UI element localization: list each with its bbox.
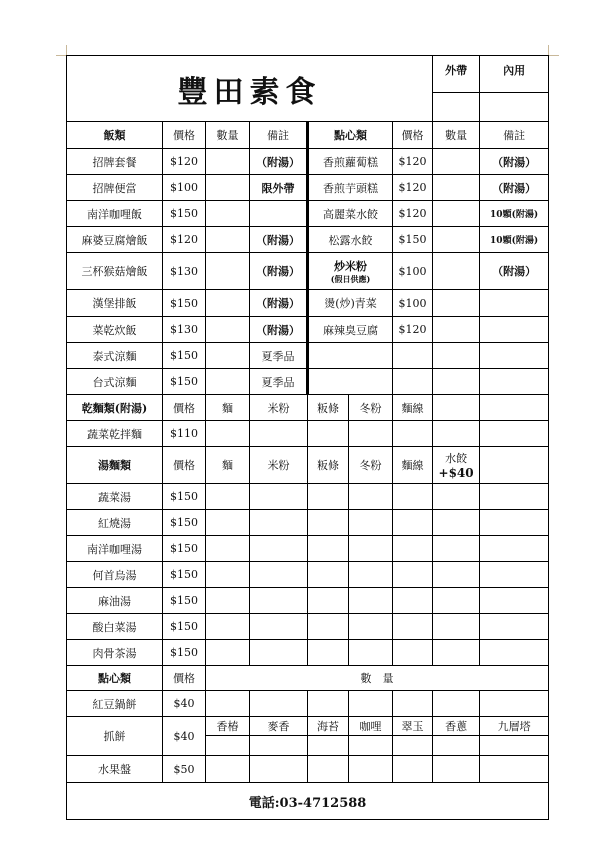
noodle-type-header: 麵 [206, 395, 250, 421]
qty-input[interactable] [349, 484, 393, 510]
noodle-type-header: 米粉 [250, 447, 308, 484]
qty-input[interactable] [433, 149, 480, 175]
qty-input[interactable] [250, 588, 308, 614]
qty-input[interactable] [206, 290, 250, 317]
item-price: $150 [163, 484, 206, 510]
flavor-label: 九層塔 [480, 717, 549, 736]
flavor-label: 香椿 [206, 717, 250, 736]
item-name: 水果盤 [67, 756, 163, 783]
dim-sum-note: （附湯） [480, 149, 549, 175]
table-row [67, 588, 549, 614]
table-row [67, 666, 549, 691]
empty-cell [433, 395, 480, 421]
dim-sum-price: $120 [393, 201, 433, 227]
qty-input[interactable] [250, 510, 308, 536]
qty-input[interactable] [480, 484, 549, 510]
item-price: $150 [163, 588, 206, 614]
qty-input[interactable] [433, 201, 480, 227]
restaurant-title: 豐田素食 [67, 56, 433, 122]
table-row [67, 343, 549, 369]
dim-sum-name [308, 343, 393, 369]
table-row [67, 536, 549, 562]
item-price: $150 [163, 510, 206, 536]
table-row [67, 317, 549, 343]
dim-sum-name: 燙(炒)青菜 [308, 290, 393, 317]
item-note: （附湯） [250, 253, 308, 290]
crop-mark [548, 45, 559, 56]
qty-input[interactable] [206, 510, 250, 536]
empty-cell [480, 395, 549, 421]
dim-sum-header: 點心類 [308, 122, 393, 149]
dim-sum-price: $150 [393, 227, 433, 253]
item-price: $150 [163, 369, 206, 395]
qty-input[interactable] [480, 562, 549, 588]
item-note: （附湯） [250, 149, 308, 175]
noodle-type-header: 冬粉 [349, 395, 393, 421]
item-name: 麻婆豆腐燴飯 [67, 227, 163, 253]
qty-input[interactable] [349, 510, 393, 536]
flavor-label: 麥香 [250, 717, 308, 736]
qty-input[interactable] [206, 736, 250, 756]
dumpling-price: +$40 [438, 466, 474, 480]
item-name: 何首烏湯 [67, 562, 163, 588]
qty-input[interactable] [206, 691, 250, 717]
qty-input[interactable] [250, 484, 308, 510]
flavor-label: 咖哩 [349, 717, 393, 736]
qty-input[interactable] [433, 640, 480, 666]
noodle-type-header: 麵線 [393, 395, 433, 421]
qty-input[interactable] [393, 536, 433, 562]
qty-input[interactable] [250, 736, 308, 756]
qty-input[interactable] [393, 756, 433, 783]
qty-input[interactable] [480, 736, 549, 756]
dim-sum-name: 香煎蘿蔔糕 [308, 149, 393, 175]
qty-input[interactable] [349, 536, 393, 562]
qty-input[interactable] [349, 756, 393, 783]
qty-input[interactable] [206, 317, 250, 343]
qty-input[interactable] [433, 227, 480, 253]
qty-input[interactable] [250, 691, 308, 717]
item-note: 夏季品 [250, 343, 308, 369]
qty-input[interactable] [480, 640, 549, 666]
qty-input[interactable] [433, 369, 480, 395]
note-header: 備註 [250, 122, 308, 149]
dim-sum-name: 香煎芋頭糕 [308, 175, 393, 201]
item-note: 夏季品 [250, 369, 308, 395]
item-price: $130 [163, 317, 206, 343]
dim-sum-price [393, 343, 433, 369]
noodle-type-header: 麵 [206, 447, 250, 484]
table-row [67, 395, 549, 421]
qty-input[interactable] [393, 484, 433, 510]
dim-sum-name [308, 369, 393, 395]
item-name: 蔬菜湯 [67, 484, 163, 510]
item-price: $150 [163, 614, 206, 640]
qty-input[interactable] [349, 640, 393, 666]
item-price: $40 [163, 691, 206, 717]
dim-sum-note: 10顆(附湯) [480, 201, 549, 227]
qty-input[interactable] [206, 614, 250, 640]
qty-header: 數量 [206, 122, 250, 149]
qty-input[interactable] [349, 736, 393, 756]
qty-input[interactable] [308, 536, 349, 562]
qty-input[interactable] [349, 588, 393, 614]
table-row [67, 290, 549, 317]
item-name: 漢堡排飯 [67, 290, 163, 317]
qty-input[interactable] [393, 562, 433, 588]
table-row [67, 227, 549, 253]
table-row [67, 717, 549, 736]
qty-input[interactable] [393, 588, 433, 614]
item-note: （附湯） [250, 317, 308, 343]
dim-sum-note [480, 369, 549, 395]
noodle-type-header: 冬粉 [349, 447, 393, 484]
qty-input[interactable] [206, 536, 250, 562]
dim-sum-price: $100 [393, 290, 433, 317]
table-row [67, 614, 549, 640]
qty-input[interactable] [480, 614, 549, 640]
noodle-category-header: 乾麵類(附湯) [67, 395, 163, 421]
qty-input[interactable] [206, 369, 250, 395]
item-name: 酸白菜湯 [67, 614, 163, 640]
dim-sum-note [480, 290, 549, 317]
qty-input[interactable] [206, 253, 250, 290]
noodle-type-header: 米粉 [250, 395, 308, 421]
dine-in-checkbox[interactable] [480, 93, 549, 122]
dim-sum-note: 10顆(附湯) [480, 227, 549, 253]
item-name: 抓餅 [67, 717, 163, 756]
dim-sum-note [480, 317, 549, 343]
qty-input[interactable] [480, 536, 549, 562]
qty-input[interactable] [308, 510, 349, 536]
qty-input[interactable] [433, 421, 480, 447]
item-price: $40 [163, 717, 206, 756]
rice-header: 飯類 [67, 122, 163, 149]
item-name: 南洋咖哩湯 [67, 536, 163, 562]
dim-sum-note: （附湯） [480, 253, 549, 290]
qty-input[interactable] [480, 691, 549, 717]
noodle-type-header: 麵線 [393, 447, 433, 484]
qty-input[interactable] [206, 484, 250, 510]
item-name: 菜乾炊飯 [67, 317, 163, 343]
item-price: $120 [163, 227, 206, 253]
item-name: 台式涼麵 [67, 369, 163, 395]
qty-input[interactable] [206, 756, 250, 783]
qty-input[interactable] [250, 614, 308, 640]
noodle-type-header: 粄條 [308, 395, 349, 421]
table-row [67, 510, 549, 536]
dim-sum-note [480, 343, 549, 369]
flavor-label: 翠玉 [393, 717, 433, 736]
item-name: 三杯猴菇燴飯 [67, 253, 163, 290]
qty-input[interactable] [433, 614, 480, 640]
dim-sum-name: 麻辣臭豆腐 [308, 317, 393, 343]
dumpling-label: 水餃 [445, 452, 468, 465]
qty-input[interactable] [480, 588, 549, 614]
qty-input[interactable] [250, 421, 308, 447]
qty-input[interactable] [308, 614, 349, 640]
qty-input[interactable] [433, 290, 480, 317]
dim-sum-name-text: 炒米粉 [334, 259, 367, 273]
qty-input[interactable] [393, 421, 433, 447]
dim-sum-name: 松露水餃 [308, 227, 393, 253]
dim-sum-price: $120 [393, 175, 433, 201]
item-price: $150 [163, 536, 206, 562]
qty-input[interactable] [433, 588, 480, 614]
item-price: $150 [163, 343, 206, 369]
item-name: 麻油湯 [67, 588, 163, 614]
qty-input[interactable] [393, 640, 433, 666]
takeout-checkbox[interactable] [433, 93, 480, 122]
qty-input[interactable] [206, 201, 250, 227]
qty-input[interactable] [308, 756, 349, 783]
qty-input[interactable] [393, 510, 433, 536]
qty-input[interactable] [433, 691, 480, 717]
dim-sum-price: $120 [393, 317, 433, 343]
item-price: $100 [163, 175, 206, 201]
item-name: 招牌便當 [67, 175, 163, 201]
item-price: $150 [163, 201, 206, 227]
dim-sum-name [308, 253, 393, 290]
item-note: 限外帶 [250, 175, 308, 201]
item-name: 招牌套餐 [67, 149, 163, 175]
flavor-label: 海苔 [308, 717, 349, 736]
dim-sum-price [393, 369, 433, 395]
table-row [67, 149, 549, 175]
qty-input[interactable] [433, 317, 480, 343]
item-price: $50 [163, 756, 206, 783]
table-row [67, 783, 549, 820]
table-row [67, 691, 549, 717]
dine-in-label: 內用 [480, 56, 549, 93]
qty-input[interactable] [206, 640, 250, 666]
qty-input[interactable] [480, 510, 549, 536]
note-header: 備註 [480, 122, 549, 149]
dim-sum-note: （附湯） [480, 175, 549, 201]
qty-header: 數 量 [206, 666, 549, 691]
qty-input[interactable] [433, 175, 480, 201]
qty-input[interactable] [433, 343, 480, 369]
qty-input[interactable] [393, 614, 433, 640]
item-price: $130 [163, 253, 206, 290]
item-name: 南洋咖哩飯 [67, 201, 163, 227]
item-price: $110 [163, 421, 206, 447]
item-price: $150 [163, 562, 206, 588]
item-name: 紅燒湯 [67, 510, 163, 536]
qty-input[interactable] [308, 588, 349, 614]
dim-sum-name: 高麗菜水餃 [308, 201, 393, 227]
qty-input[interactable] [433, 536, 480, 562]
qty-header: 數量 [433, 122, 480, 149]
qty-input[interactable] [433, 484, 480, 510]
noodle-category-header: 湯麵類 [67, 447, 163, 484]
table-row [67, 421, 549, 447]
qty-input[interactable] [250, 562, 308, 588]
table-row [67, 640, 549, 666]
table-row [67, 562, 549, 588]
qty-input[interactable] [349, 421, 393, 447]
phone-number: 電話:03-4712588 [67, 783, 549, 820]
qty-input[interactable] [206, 227, 250, 253]
qty-input[interactable] [433, 756, 480, 783]
noodle-type-header: 價格 [163, 447, 206, 484]
qty-input[interactable] [206, 343, 250, 369]
item-price: $120 [163, 149, 206, 175]
dim-sum-availability: (假日供應) [330, 273, 371, 284]
qty-input[interactable] [206, 175, 250, 201]
item-note: （附湯） [250, 290, 308, 317]
item-note [250, 201, 308, 227]
item-name: 肉骨茶湯 [67, 640, 163, 666]
qty-input[interactable] [206, 562, 250, 588]
qty-input[interactable] [349, 614, 393, 640]
qty-input[interactable] [308, 736, 349, 756]
price-header: 價格 [163, 666, 206, 691]
qty-input[interactable] [308, 640, 349, 666]
empty-cell [480, 447, 549, 484]
table-row [67, 253, 549, 290]
table-row [67, 201, 549, 227]
item-name: 蔬菜乾拌麵 [67, 421, 163, 447]
item-note: （附湯） [250, 227, 308, 253]
item-name: 泰式涼麵 [67, 343, 163, 369]
flavor-label: 香蔥 [433, 717, 480, 736]
qty-input[interactable] [480, 421, 549, 447]
qty-input[interactable] [308, 691, 349, 717]
price-header: 價格 [393, 122, 433, 149]
qty-input[interactable] [433, 253, 480, 290]
item-price: $150 [163, 640, 206, 666]
table-row [67, 484, 549, 510]
qty-input[interactable] [250, 640, 308, 666]
qty-input[interactable] [206, 149, 250, 175]
qty-input[interactable] [393, 736, 433, 756]
order-form [66, 55, 549, 820]
noodle-type-header: 粄條 [308, 447, 349, 484]
table-row [67, 447, 549, 484]
qty-input[interactable] [393, 691, 433, 717]
item-name: 紅豆鍋餅 [67, 691, 163, 717]
dim-sum-price: $100 [393, 253, 433, 290]
qty-input[interactable] [308, 421, 349, 447]
dumpling-addon [433, 447, 480, 484]
table-row [67, 175, 549, 201]
qty-input[interactable] [480, 756, 549, 783]
qty-input[interactable] [433, 736, 480, 756]
item-price: $150 [163, 290, 206, 317]
qty-input[interactable] [349, 562, 393, 588]
qty-input[interactable] [308, 484, 349, 510]
table-row [67, 369, 549, 395]
qty-input[interactable] [433, 510, 480, 536]
qty-input[interactable] [206, 421, 250, 447]
snack-header: 點心類 [67, 666, 163, 691]
noodle-type-header: 價格 [163, 395, 206, 421]
price-header: 價格 [163, 122, 206, 149]
qty-input[interactable] [349, 691, 393, 717]
dim-sum-price: $120 [393, 149, 433, 175]
qty-input[interactable] [250, 756, 308, 783]
table-row [67, 756, 549, 783]
qty-input[interactable] [433, 562, 480, 588]
qty-input[interactable] [250, 536, 308, 562]
qty-input[interactable] [206, 588, 250, 614]
takeout-label: 外帶 [433, 56, 480, 93]
qty-input[interactable] [308, 562, 349, 588]
